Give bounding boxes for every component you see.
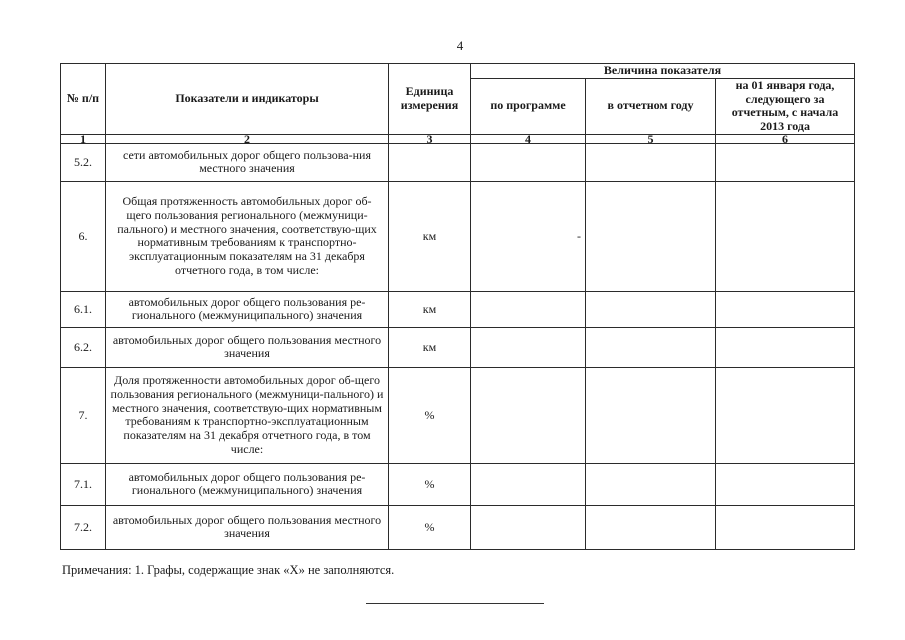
table-row [61,291,855,327]
header-value-group: Величина показателя [471,64,855,79]
value-jan1 [716,505,855,549]
value-jan1 [716,291,855,327]
table-row [61,143,855,181]
value-jan1 [716,327,855,367]
unit-cell: % [389,505,471,549]
value-by-program [471,327,586,367]
unit-cell: % [389,367,471,463]
indicator-name: Общая протяженность автомобильных дорог об-щего пользования регионального (межмуници-пального) и местного значения, соответствую-щих нормативным требованиям к транспортно-эксплуатационным показателям на 31 декабря отчетного года, в том числе: [106,181,389,291]
row-number: 6. [61,181,106,291]
column-number: 4 [471,134,586,143]
value-jan1 [716,463,855,505]
column-number: 6 [716,134,855,143]
indicator-name: Доля протяженности автомобильных дорог об-щего пользования регионального (межмуници-пального) и местного значения, соответствую-щих нормативным требованиям к транспортно-эксплуатационным показателям на 31 декабря отчетного года, в том числе: [106,367,389,463]
value-by-program [471,291,586,327]
table-row [61,327,855,367]
value-jan1 [716,181,855,291]
value-reporting-year [586,291,716,327]
indicators-table [60,63,855,550]
value-reporting-year [586,505,716,549]
header-indicators: Показатели и индикаторы [106,64,389,135]
row-number: 5.2. [61,143,106,181]
column-number: 5 [586,134,716,143]
value-by-program [471,367,586,463]
unit-cell: км [389,291,471,327]
unit-cell: км [389,181,471,291]
row-number: 7. [61,367,106,463]
table-row [61,463,855,505]
indicator-name: автомобильных дорог общего пользования ре-гионального (межмуниципального) значения [106,291,389,327]
header-as-of-jan1: на 01 января года, следующего за отчетным, с начала 2013 года [716,78,855,134]
value-reporting-year [586,463,716,505]
value-by-program [471,463,586,505]
notes-text: Примечания: 1. Графы, содержащие знак «Х» не заполняются. [62,563,395,577]
column-number: 2 [106,134,389,143]
indicator-name: автомобильных дорог общего пользования местного значения [106,505,389,549]
column-number: 1 [61,134,106,143]
table-row [61,505,855,549]
value-reporting-year [586,181,716,291]
indicator-name: автомобильных дорог общего пользования местного значения [106,327,389,367]
value-jan1 [716,143,855,181]
value-reporting-year [586,143,716,181]
header-by-program: по программе [471,78,586,134]
column-number: 3 [389,134,471,143]
value-by-program: - [471,181,586,291]
row-number: 7.1. [61,463,106,505]
page-number: 4 [456,38,464,53]
value-reporting-year [586,367,716,463]
header-num: № п/п [61,64,106,135]
value-by-program [471,143,586,181]
unit-cell [389,143,471,181]
unit-cell: км [389,327,471,367]
row-number: 6.2. [61,327,106,367]
header-unit: Единица измерения [389,64,471,135]
table-row [61,181,855,291]
value-by-program [471,505,586,549]
table-row [61,367,855,463]
row-number: 7.2. [61,505,106,549]
signature-line [366,603,544,604]
value-jan1 [716,367,855,463]
indicator-name: сети автомобильных дорог общего пользова-ния местного значения [106,143,389,181]
unit-cell: % [389,463,471,505]
row-number: 6.1. [61,291,106,327]
indicator-name: автомобильных дорог общего пользования ре-гионального (межмуниципального) значения [106,463,389,505]
header-in-reporting-year: в отчетном году [586,78,716,134]
value-reporting-year [586,327,716,367]
